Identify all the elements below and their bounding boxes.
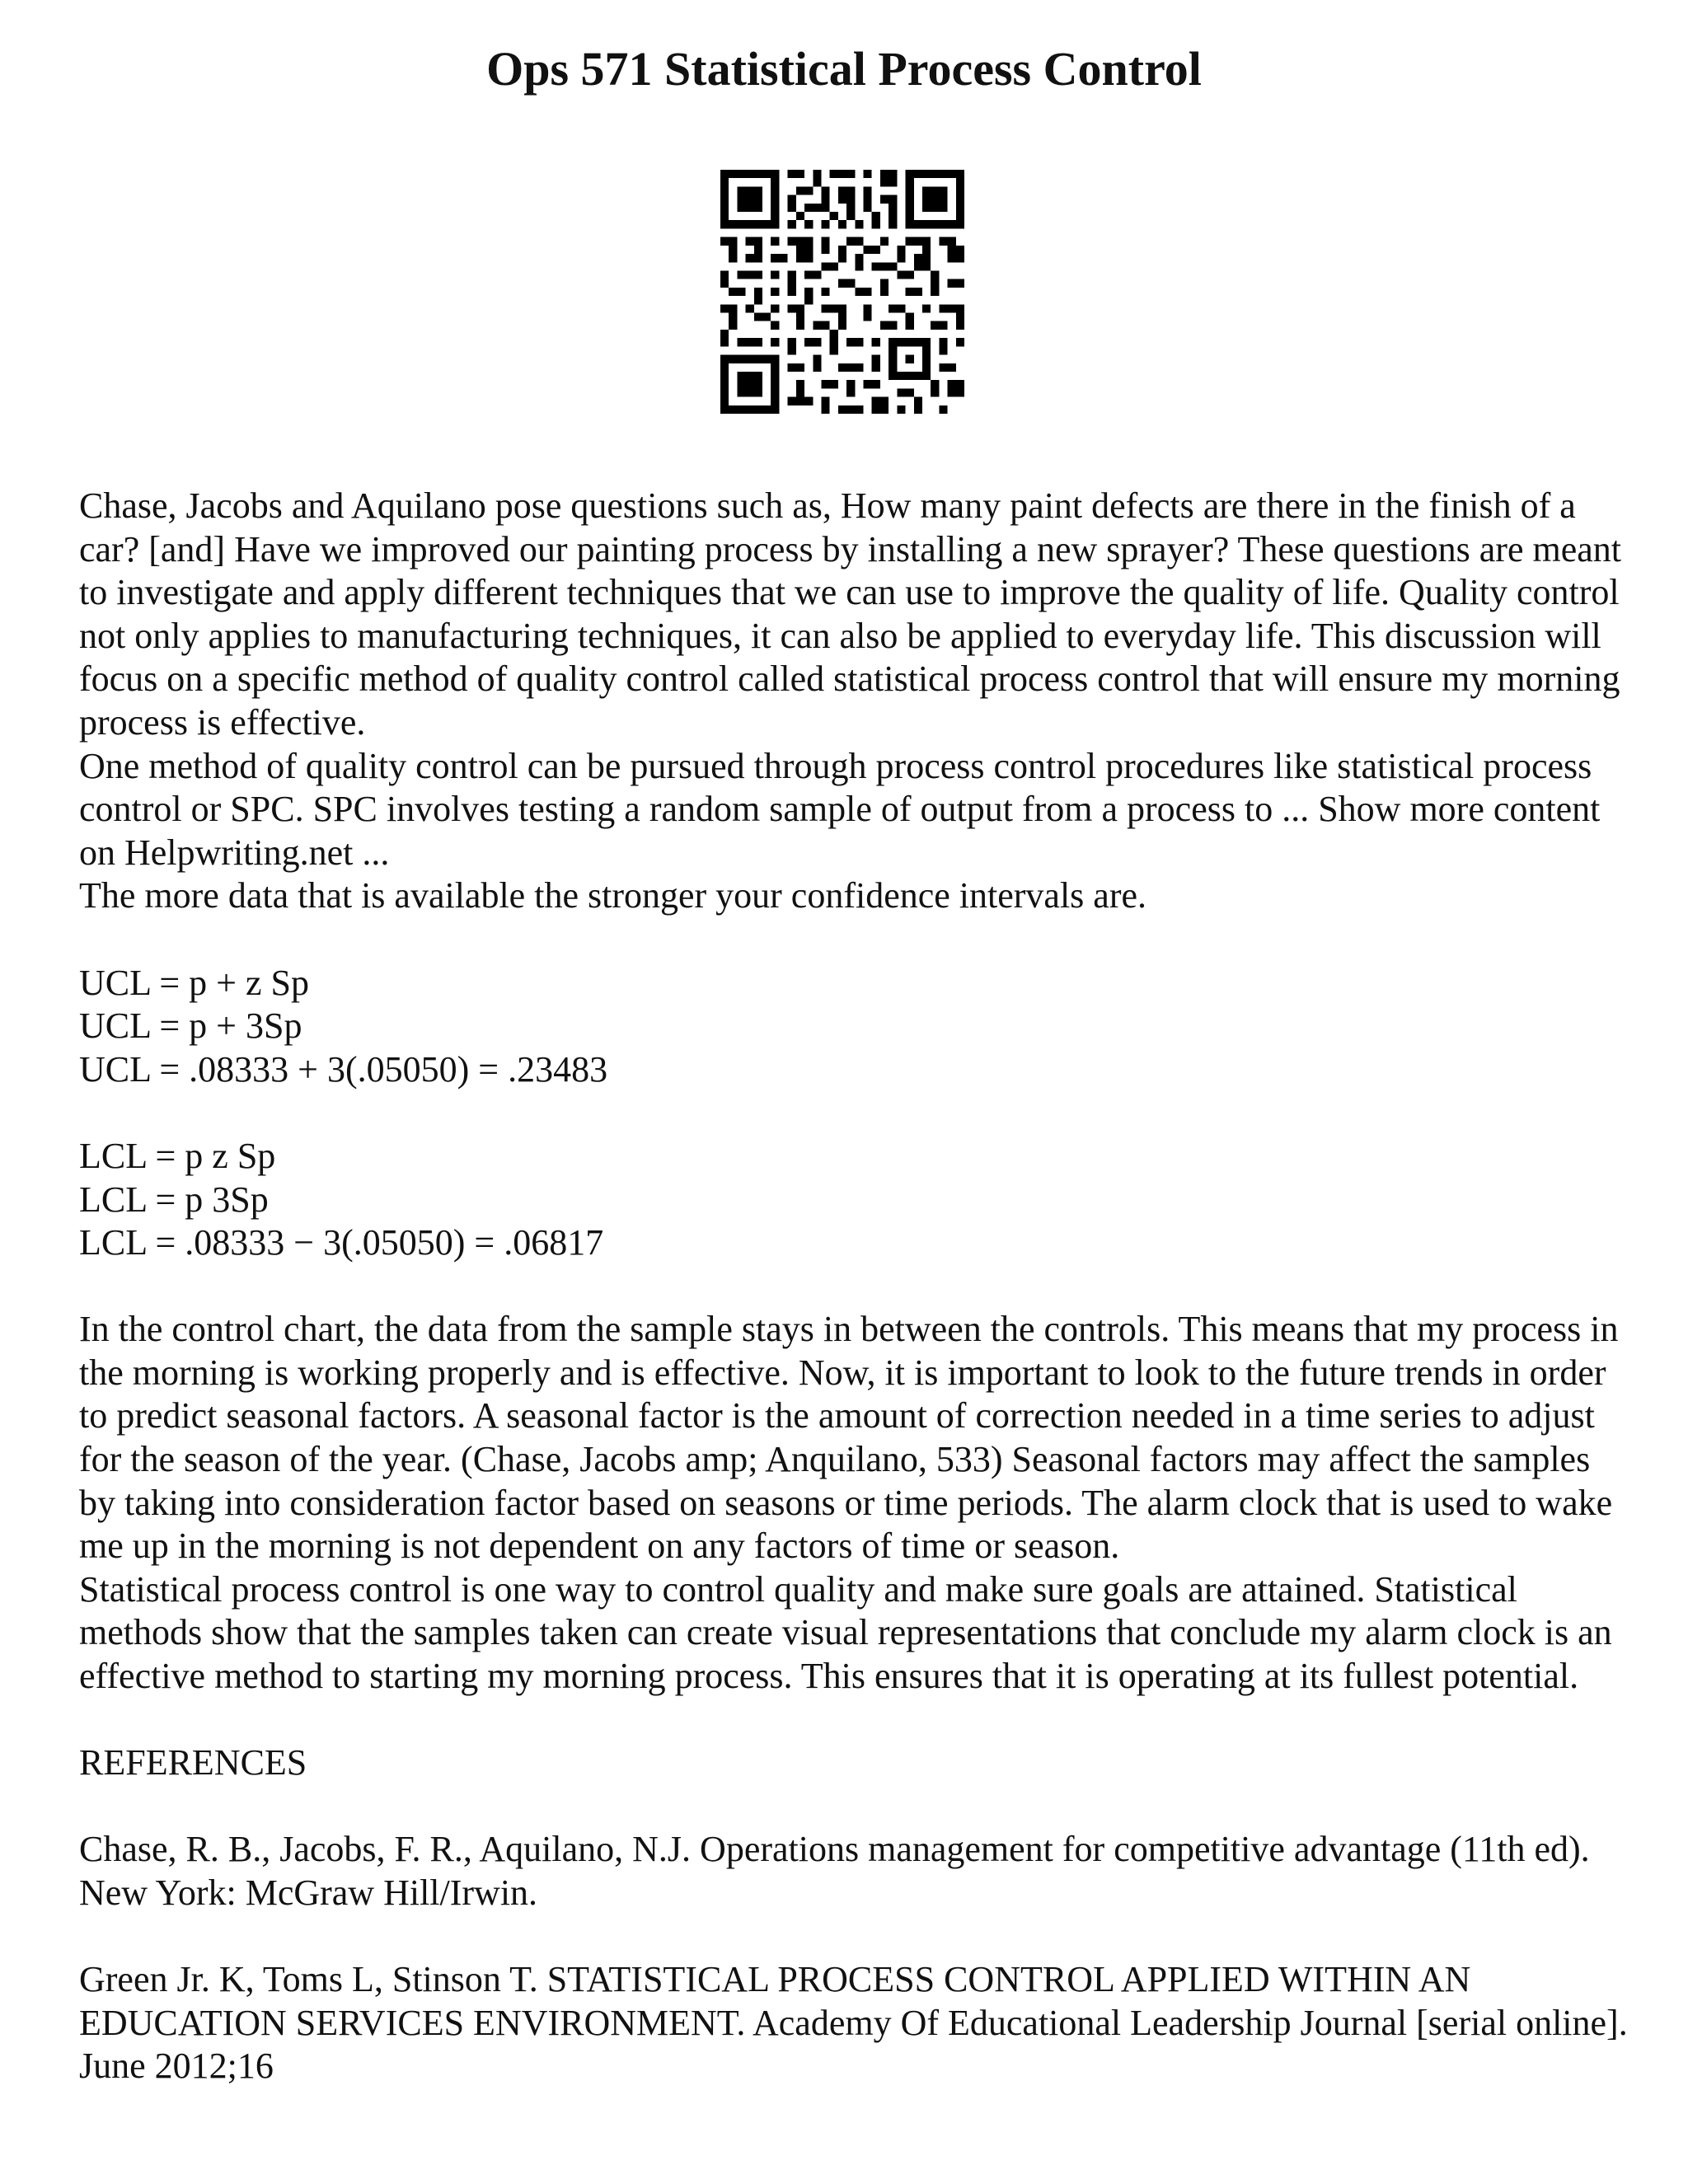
intro-paragraph: Chase, Jacobs and Aquilano pose questions such as, How many paint defects are there in the finish of a car? [and] Have we improved our painting process by installing a new sprayer? These questions are meant to investigate and apply different techniques that we can use to improve the quality of life. Quality control not only applies to manufacturing techniques, it can also be applied to everyday life. This discussion will focus on a specific method of quality control called statistical process control that will ensure my morning process is effective. — [79, 485, 1630, 743]
control-chart-paragraph: In the control chart, the data from the sample stays in between the controls. This means that my process in the morning is working properly and is effective. Now, it is important to look to the future trends in order to predict seasonal factors. A seasonal factor is the amount of correction needed in a time series to adjust for the season of the year. (Chase, Jacobs amp; Anquilano, 533) Seasonal factors may affect the samples by taking into consideration factor based on seasons or time periods. The alarm clock that is used to wake me up in the morning is not dependent on any factors of time or season. — [79, 1309, 1628, 1567]
ucl-formula-line: UCL = p + z Sp — [79, 962, 309, 1003]
document-body — [79, 485, 1637, 2088]
spc-paragraph: One method of quality control can be pursued through process control procedures like statistical process control or SPC. SPC involves testing a random sample of output from a process to ... Show more content on Helpwriting.net ... — [79, 745, 1610, 873]
conclusion-paragraph: Statistical process control is one way to control quality and make sure goals are attained. Statistical methods show that the samples taken can create visual representations that conclude my alarm clock is an effective method to starting my morning process. This ensures that it is operating at its fullest potential. — [79, 1568, 1621, 1697]
ucl-formula-line: UCL = .08333 + 3(.05050) = .23483 — [79, 1048, 608, 1090]
document-title: Ops 571 Statistical Process Control — [486, 42, 1202, 96]
reference-item: Green Jr. K, Toms L, Stinson T. STATISTICAL PROCESS CONTROL APPLIED WITHIN AN EDUCATION SERVICES ENVIRONMENT. Academy Of Educational Leadership Journal [serial online]. June 2012;16 — [79, 1959, 1637, 2087]
ucl-formula-line: UCL = p + 3Sp — [79, 1005, 302, 1047]
lcl-formula-line: LCL = p 3Sp — [79, 1179, 269, 1220]
lcl-formula-line: LCL = .08333 − 3(.05050) = .06817 — [79, 1222, 604, 1263]
references-heading: REFERENCES — [79, 1742, 307, 1783]
reference-item: Chase, R. B., Jacobs, F. R., Aquilano, N.J. Operations management for competitive advantage (11th ed). New York: McGraw Hill/Irwin. — [79, 1829, 1599, 1913]
lcl-formula-line: LCL = p z Sp — [79, 1135, 276, 1176]
qr-code-icon — [720, 170, 964, 414]
confidence-paragraph: The more data that is available the stronger your confidence intervals are. — [79, 875, 1147, 916]
